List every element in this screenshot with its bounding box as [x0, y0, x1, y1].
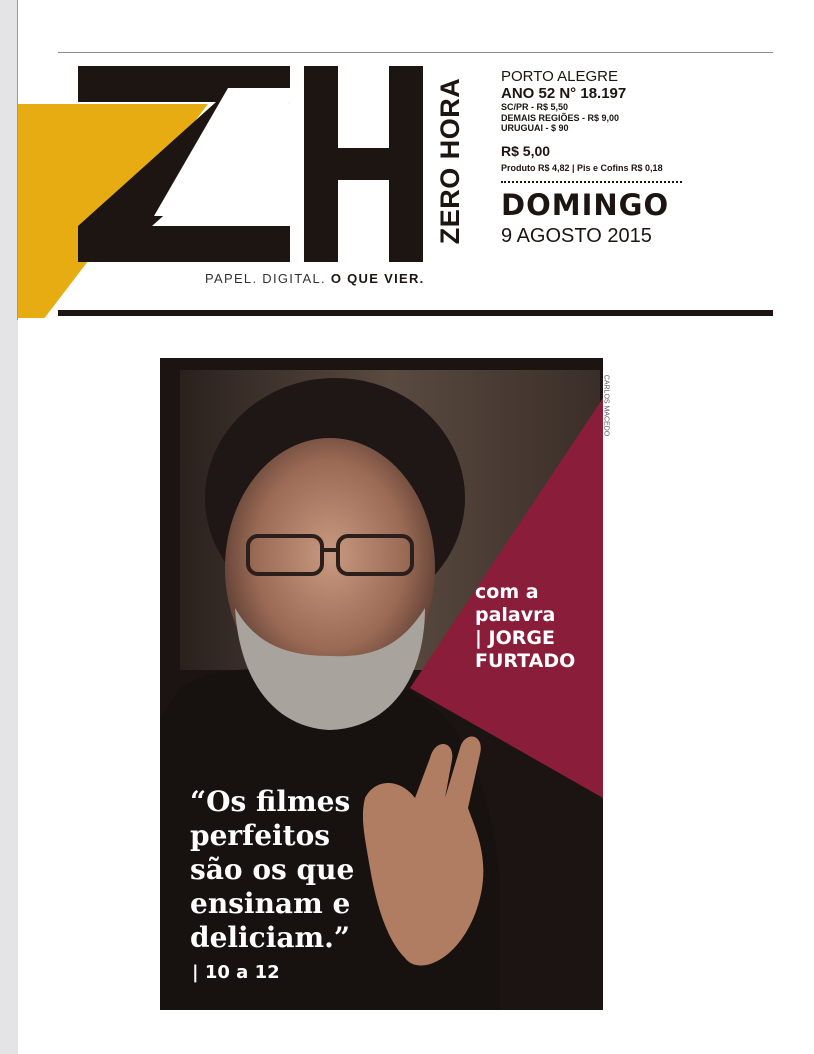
headline-quote: “Os filmes perfeitos são os que ensinam e deliciam.” — [190, 785, 355, 954]
edition-number: ANO 52 N° 18.197 — [501, 85, 627, 102]
page-reference: | 10 a 12 — [192, 962, 280, 983]
city: PORTO ALEGRE — [501, 68, 618, 85]
weekday: DOMINGO — [501, 187, 670, 222]
issue-date: 9 AGOSTO 2015 — [501, 224, 652, 247]
photo-credit: CARLOS MACEDO — [602, 374, 610, 437]
price-sc-pr: SC/PR - R$ 5,50 — [501, 102, 569, 112]
zh-logo — [78, 66, 423, 262]
dotted-divider — [501, 181, 682, 183]
price-uruguay: URUGUAI - $ 90 — [501, 123, 569, 133]
top-rule — [58, 52, 773, 53]
cover-price: R$ 5,00 — [501, 142, 551, 159]
slogan: PAPEL. DIGITAL. O QUE VIER. — [205, 271, 425, 286]
masthead-rule — [58, 310, 773, 316]
price-other-regions: DEMAIS REGIÕES - R$ 9,00 — [501, 112, 620, 123]
slogan-emphasis: O QUE VIER. — [330, 271, 425, 286]
brand-vertical: ZERO HORA — [435, 77, 465, 245]
logo-letters — [78, 66, 423, 262]
section-label: com a palavra | JORGE FURTADO — [475, 581, 576, 672]
page-side-strip — [0, 0, 18, 1054]
edition-info — [501, 68, 682, 248]
price-breakdown: Produto R$ 4,82 | Pis e Cofins R$ 0,18 — [501, 162, 663, 173]
